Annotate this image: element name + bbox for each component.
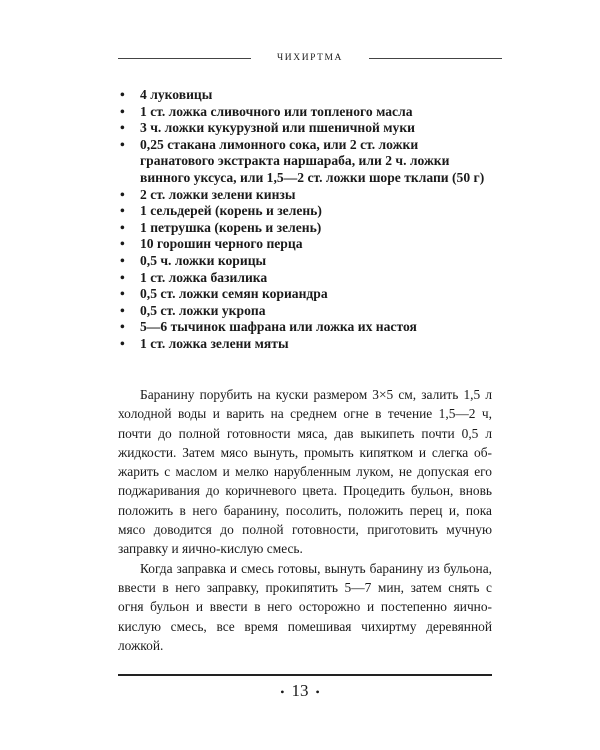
page-number-block xyxy=(250,680,350,703)
ingredient-text: 1 сельдерей (корень и зелень) xyxy=(140,203,322,219)
ingredient-list xyxy=(120,87,492,353)
instruction-paragraph: Когда заправка и смесь готовы, вынуть баранину из бульона, ввести в него заправку, прокипятить 5—7 мин, затем снять с огня бульон и ввести в него осторожно и постепенно яично-кислую смесь, все время помешивая чихиртму деревянной ложкой. xyxy=(118,560,492,653)
ingredient-item xyxy=(120,270,492,287)
running-head-rule-left xyxy=(118,58,251,59)
bullet-icon: • xyxy=(120,269,125,285)
ingredient-item xyxy=(120,319,492,336)
ingredient-text: 0,25 стакана лимонного сока, или 2 ст. ложки гранатового экстракта наршараба, или 2 ч. ложки винного уксуса, или 1,5—2 ст. ложки шоре тклапи (50 г) xyxy=(140,136,485,185)
ingredient-item xyxy=(120,104,492,121)
ingredient-item xyxy=(120,303,492,320)
ingredient-text: 1 ст. ложка базилика xyxy=(140,269,268,285)
bullet-icon: • xyxy=(120,302,125,318)
ingredient-text: 3 ч. ложки кукурузной или пшеничной муки xyxy=(140,120,415,136)
bullet-icon: • xyxy=(120,236,125,252)
ingredient-item xyxy=(120,137,492,187)
ingredient-text: 1 петрушка (корень и зелень) xyxy=(140,219,322,235)
bullet-icon: • xyxy=(120,136,125,152)
ingredient-item xyxy=(120,187,492,204)
ingredient-item xyxy=(120,87,492,104)
ingredient-item xyxy=(120,120,492,137)
ingredient-text: 2 ст. ложки зелени кинзы xyxy=(140,186,296,202)
ingredient-text: 0,5 ч. ложки корицы xyxy=(140,252,267,268)
running-head xyxy=(118,52,502,64)
bullet-icon: • xyxy=(120,87,125,102)
ingredient-item xyxy=(120,220,492,237)
bullet-icon: • xyxy=(120,186,125,202)
ingredient-text: 4 луковицы xyxy=(140,87,213,102)
bullet-icon: • xyxy=(120,219,125,235)
ingredient-text: 0,5 ст. ложки укропа xyxy=(140,302,266,318)
ingredient-item xyxy=(120,236,492,253)
ingredient-text: 1 ст. ложка зелени мяты xyxy=(140,335,289,351)
footer-rule xyxy=(118,674,492,676)
ingredient-text: 10 горошин черного перца xyxy=(140,236,303,252)
ingredient-item xyxy=(120,286,492,303)
bullet-icon: • xyxy=(120,120,125,136)
bullet-icon: • xyxy=(120,252,125,268)
folio-dot-right: • xyxy=(315,685,320,700)
bullet-icon: • xyxy=(120,335,125,351)
bullet-icon: • xyxy=(120,319,125,335)
bullet-icon: • xyxy=(120,203,125,219)
instruction-paragraph: Баранину порубить на куски размером 3×5 см, залить 1,5 л холодной воды и варить на среднем огне в течение 1,5—2 ч, почти до полной готовности мяса, дав выкипеть почти 0,5 л жидкости. Затем мясо вынуть, промыть кипятком и слегка обжарить с маслом и мелко нарубленным луком, не допуская его поджаривания до коричневого цвета. Процедить бульон, вновь положить в него баранину, посолить, положить перец и, пока мясо доводится до полной готовности, приготовить мучную заправку и яично-кислую смесь. xyxy=(118,387,492,557)
ingredient-item xyxy=(120,253,492,270)
running-head-title: ЧИХИРТМА xyxy=(277,53,343,63)
bullet-icon: • xyxy=(120,103,125,119)
ingredient-text: 5—6 тычинок шафрана или ложка их настоя xyxy=(140,319,417,335)
recipe-instructions xyxy=(118,385,492,655)
ingredient-item xyxy=(120,203,492,220)
folio-dot-left: • xyxy=(280,685,285,700)
page-number: 13 xyxy=(291,681,309,700)
ingredient-text: 1 ст. ложка сливочного или топленого масла xyxy=(140,103,413,119)
ingredient-text: 0,5 ст. ложки семян кориандра xyxy=(140,286,328,302)
ingredient-item xyxy=(120,336,492,353)
bullet-icon: • xyxy=(120,286,125,302)
running-head-rule-right xyxy=(369,58,502,59)
